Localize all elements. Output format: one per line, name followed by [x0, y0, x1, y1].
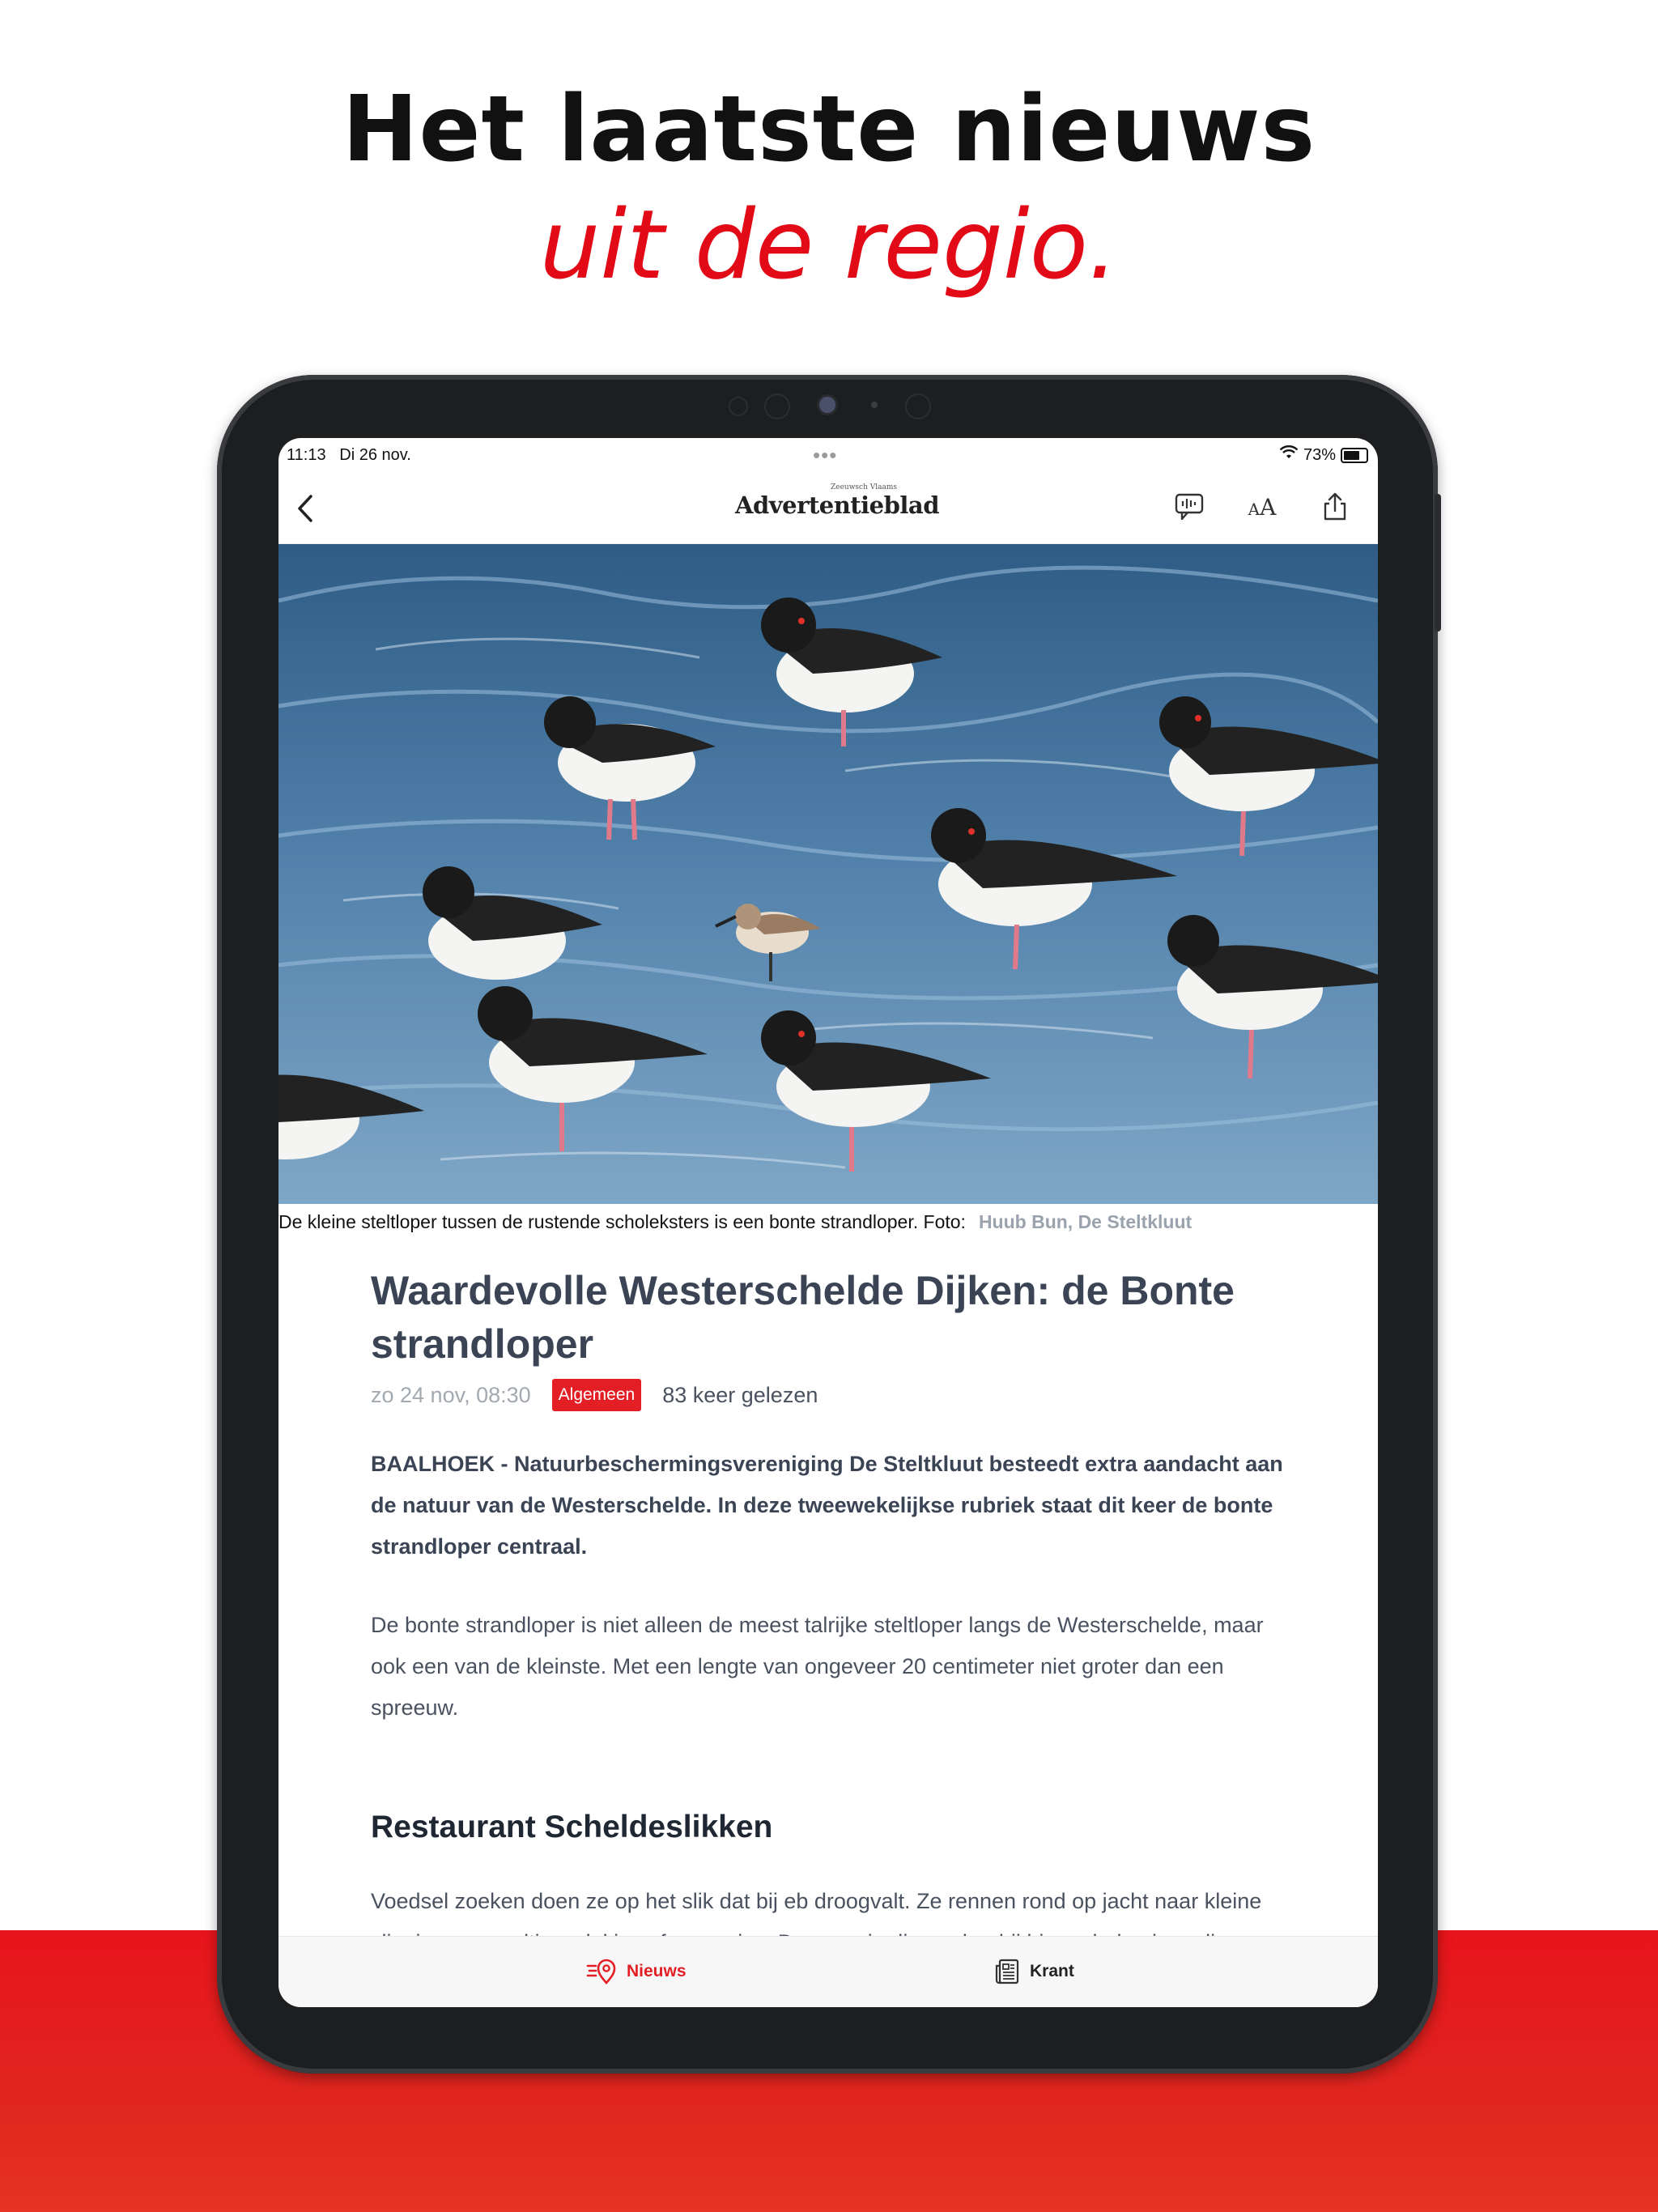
- audio-transcript-button[interactable]: [1169, 487, 1209, 527]
- status-time: 11:13: [287, 446, 326, 464]
- sensor-small: [871, 402, 878, 408]
- article-date: zo 24 nov, 08:30: [371, 1382, 531, 1407]
- article-photo[interactable]: [278, 544, 1378, 1204]
- article-paragraph-1: De bonte strandloper is niet alleen de meest talrijke steltloper langs de Westerschelde, maar ook een van de kleinste. Met een lengte van ongeveer 20 centimeter niet groter dan een spreeuw.: [371, 1613, 1264, 1720]
- tab-bar: [278, 1936, 1378, 2007]
- sensor-ring-right: [905, 393, 931, 419]
- location-news-icon: [586, 1958, 617, 1985]
- nav-bar: [278, 474, 1378, 544]
- article-title: Waardevolle Westerschelde Dijken: de Bonte strandloper: [371, 1268, 1235, 1367]
- battery-icon: [1341, 448, 1368, 463]
- logo-text: Advertentieblad: [734, 491, 939, 519]
- volume-button-down: [1435, 567, 1441, 632]
- tab-nieuws-label: Nieuws: [627, 1962, 687, 1980]
- logo-small-text: Zeeuwsch Vlaams: [831, 483, 897, 491]
- audio-transcript-icon: [1174, 492, 1205, 521]
- photo-credit: Huub Bun, De Steltkluut: [978, 1211, 1192, 1232]
- lead-text: Natuurbeschermingsvereniging De Steltkluut besteedt extra aandacht aan de natuur van de Westerschelde. In deze tweewekelijkse rubriek staat dit keer de bonte strandloper centraal.: [371, 1452, 1283, 1559]
- sensor-dot: [729, 397, 748, 416]
- category-badge[interactable]: Algemeen: [552, 1379, 642, 1411]
- caption-text: De kleine steltloper tussen de rustende scholeksters is een bonte strandloper. Foto:: [278, 1211, 966, 1232]
- front-camera: [819, 397, 835, 413]
- battery-level: [1344, 451, 1359, 460]
- volume-button-up: [1435, 494, 1441, 575]
- battery-percent: 73%: [1303, 445, 1336, 464]
- promo-headline: Het laatste nieuws: [342, 77, 1316, 182]
- tab-krant[interactable]: [994, 1958, 1074, 1985]
- article-meta: [371, 1379, 1286, 1411]
- back-button[interactable]: [290, 488, 322, 529]
- text-size-button[interactable]: [1242, 487, 1282, 527]
- article-subheading: Restaurant Scheldeslikken: [371, 1810, 773, 1844]
- read-count: 83 keer gelezen: [662, 1382, 818, 1407]
- text-size-icon: AA: [1248, 493, 1277, 521]
- publication-logo: [716, 483, 959, 519]
- tab-nieuws[interactable]: [586, 1958, 687, 1985]
- status-right: [1279, 445, 1368, 465]
- share-icon: [1321, 491, 1349, 522]
- status-bar: [278, 438, 1378, 474]
- share-button[interactable]: [1315, 487, 1355, 527]
- photo-caption: [278, 1211, 1378, 1233]
- tab-krant-label: Krant: [1030, 1962, 1074, 1980]
- article-lead: [371, 1444, 1286, 1568]
- multitask-dots[interactable]: •••: [813, 443, 838, 467]
- status-date: Di 26 nov.: [339, 446, 411, 464]
- promo-subline: uit de regio.: [539, 189, 1119, 300]
- article-paragraph-2: Voedsel zoeken doen ze op het slik dat bij eb droogvalt. Ze rennen rond op jacht naar kleine: [371, 1889, 1262, 1913]
- sensor-ring: [764, 393, 790, 419]
- article-body: [371, 1264, 1286, 1963]
- wifi-icon: [1279, 445, 1299, 465]
- tablet-screen: [278, 438, 1378, 2007]
- back-icon: [290, 488, 322, 529]
- lead-place: BAALHOEK -: [371, 1452, 508, 1476]
- camera-bar: [729, 389, 939, 421]
- status-time-date: [287, 446, 411, 465]
- newspaper-icon: [994, 1958, 1020, 1985]
